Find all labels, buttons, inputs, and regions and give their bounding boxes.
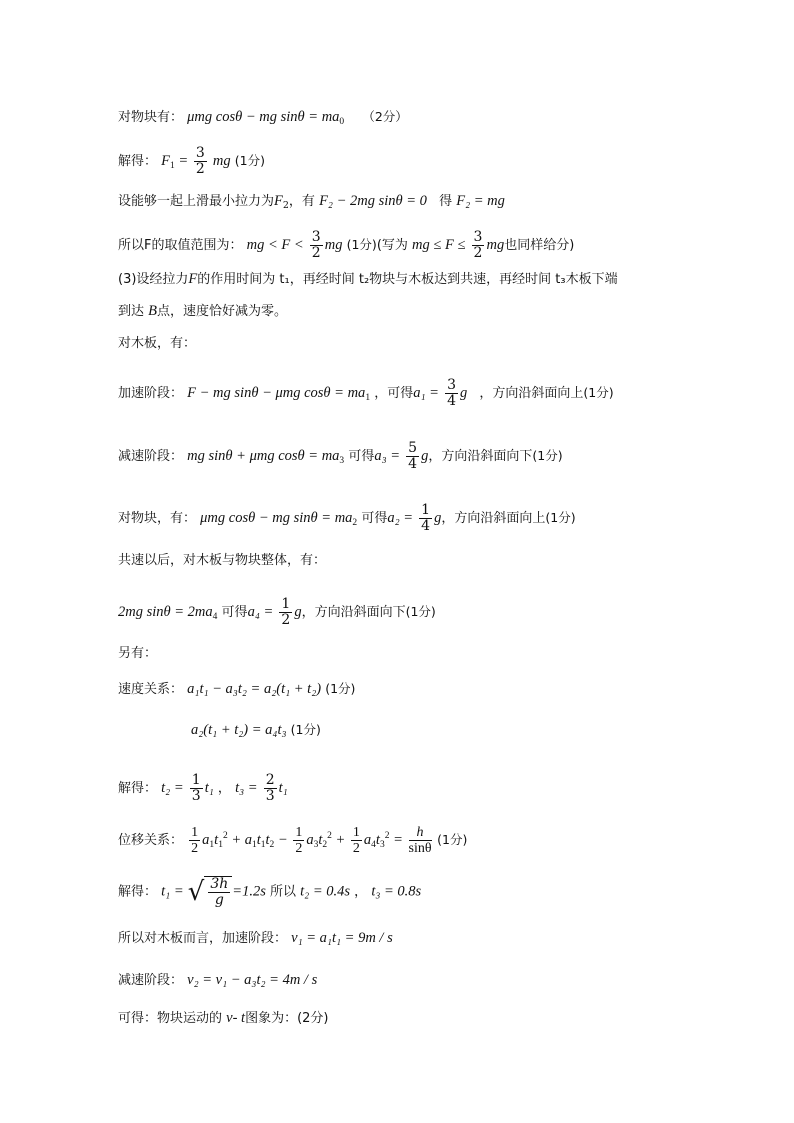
equation: μmg cosθ − mg $\sin\theta = ma_0$ bbox=[187, 109, 345, 127]
line-solve-f1: 解得： $F_1$ = $\frac{3}{2}$ mg (1分) bbox=[118, 145, 265, 177]
line-force-range: 所以F的取值范围为： mg < F < $\frac{3}{2}$ mg (1分)(写为 mg ≤ F ≤ $\frac{3}{2}$ mg也同样给分) bbox=[118, 229, 575, 261]
square-root: √ $\frac{3h}{g}$ bbox=[188, 876, 233, 908]
fraction: $\frac{1}{2}$ bbox=[281, 596, 291, 628]
line-velocity-relation: 速度关系： a₁t₁ − a₃t₂ = a₂(t₁ + t₂) (1分) bbox=[118, 681, 356, 697]
line-solve-times: 解得： t₂ = $\frac{1}{3}$ t₁ ， t₃ = $\frac{2}{3}$ t₁ bbox=[118, 772, 288, 804]
line-also: 另有： bbox=[118, 646, 158, 661]
fraction: $\frac{2}{3}$ bbox=[265, 772, 275, 804]
line-part3-intro: (3)设经拉力F的作用时间为 t₁，再经时间 t₂物块与木板达到共速，再经时间 t₃木板下端 bbox=[118, 271, 618, 287]
line-vt-graph-intro: 可得：物块运动的 v- t图象为：(2分) bbox=[118, 1010, 329, 1026]
line-block-accel: 对物块，有： μmg cosθ − mg $\sin\theta = ma_2$ 可得a₂ = $\frac{1}{4}$ g，方向沿斜面向上(1分) bbox=[118, 502, 576, 534]
fraction: $\frac{3}{2}$ bbox=[195, 145, 205, 177]
line-solve-t1: 解得： t₁ = √ $\frac{3h}{g}$ =1.2s 所以 t₂ = 0.4s ， t₃ = 0.8s bbox=[118, 876, 422, 908]
fraction: $\frac{3}{2}$ bbox=[311, 229, 321, 261]
line-board-accel-velocity: 所以对木板而言，加速阶段： v₁ = a₁t₁ = 9m / s bbox=[118, 930, 393, 946]
line-velocity-relation-2: a₂(t₁ + t₂) = a₄t₃ (1分) bbox=[191, 722, 321, 738]
equation: $\frac{1}{2}$ $a_1t_1^2 + a_1t_1t_2$ − $\frac{1}{2}$ $a_3t_2^2$ + $\frac{1}{2}$ $a_4t_3^2$ = $\frac{h}{\sin\theta}$ bbox=[191, 825, 432, 856]
fraction: $\frac{5}{4}$ bbox=[408, 440, 418, 472]
line-min-force: 设能够一起上滑最小拉力为$F_2$，有 F₂ − 2mg sinθ = 0 得 F₂ = mg bbox=[118, 193, 505, 211]
line-whole-accel: 2mg $\sin\theta = 2ma_4$ 可得a₄ = $\frac{1}{2}$ g，方向沿斜面向下(1分) bbox=[118, 596, 436, 628]
line-board-heading: 对木板，有： bbox=[118, 336, 197, 351]
line-part3-intro-cont: 到达 B点，速度恰好减为零。 bbox=[118, 303, 288, 319]
line-displacement-relation: 位移关系： $\frac{1}{2}$ $a_1t_1^2 + a_1t_1t_2$ − $\frac{1}{2}$ $a_3t_2^2$ + $\frac{1}{2}$ $a_4t_3^2$ = $\frac{h}{\sin\theta}$ (1分) bbox=[118, 825, 468, 856]
line-common-speed: 共速以后，对木板与物块整体，有： bbox=[118, 553, 327, 568]
line-block-equation: 对物块有： μmg cosθ − mg $\sin\theta = ma_0$ （2分） bbox=[118, 109, 408, 127]
fraction: $\frac{3}{2}$ bbox=[473, 229, 483, 261]
line-accel-phase: 加速阶段： F − mg sinθ − μmg $\cos\theta = ma_1$ ，可得a₁ = $\frac{3}{4}$ g ，方向沿斜面向上(1分) bbox=[118, 377, 614, 409]
line-board-decel-velocity: 减速阶段： v₂ = v₁ − a₃t₂ = 4m / s bbox=[118, 972, 318, 988]
fraction: $\frac{1}{3}$ bbox=[191, 772, 201, 804]
line-decel-phase: 减速阶段： mg sinθ + μmg $\cos\theta = ma_3$ 可得a₃ = $\frac{5}{4}$ g，方向沿斜面向下(1分) bbox=[118, 440, 563, 472]
fraction: $\frac{3}{4}$ bbox=[447, 377, 456, 409]
fraction: $\frac{1}{4}$ bbox=[421, 502, 431, 534]
